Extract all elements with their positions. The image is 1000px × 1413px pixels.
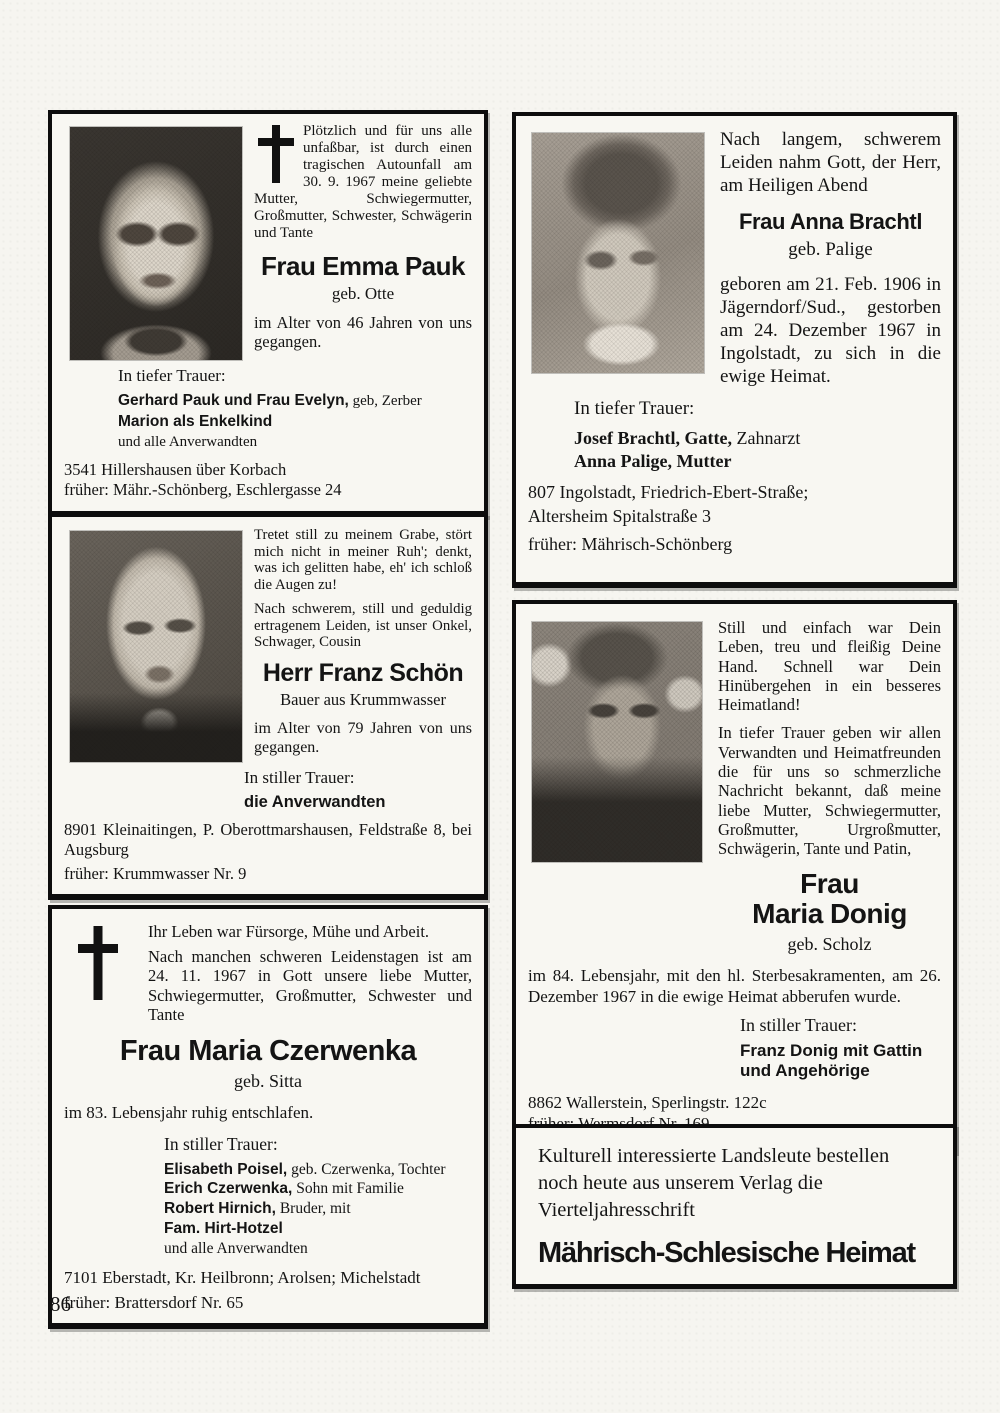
grief-label: In stiller Trauer: <box>244 768 355 787</box>
life-dates-text: geboren am 21. Feb. 1906 in Jägerndorf/Sud., gestorben am 24. Dezember 1967 in Ingolstadt, zu sich in die ewige Heimat. <box>720 274 941 387</box>
address-line: 7101 Eberstadt, Kr. Heilbronn; Arolsen; Michelstadt <box>64 1267 421 1287</box>
maiden-name: geb. Palige <box>788 239 873 261</box>
address-block <box>64 820 472 884</box>
portrait-photo-anna-brachtl <box>532 133 704 373</box>
mourner-line: und alle Anverwandten <box>118 434 258 450</box>
portrait-photo-maria-donig <box>532 622 702 862</box>
address-line: 8901 Kleinaitingen, P. Oberottmarshausen, Feldstraße 8, bei Augsburg <box>64 820 472 860</box>
obituary-intro-text: Nach manchen schweren Leidenstagen ist am 24. 11. 1967 in Gott unsere liebe Mutter, Schwiegermutter, Großmutter, Schwester und Tante <box>148 946 472 1025</box>
obituary-intro-text: Nach schwerem, still und geduldig ertragenem Leiden, ist unser Onkel, Schwager, Cousin <box>254 601 472 651</box>
deceased-name: Frau Anna Brachtl <box>738 209 923 235</box>
page-number: 86 <box>50 1292 71 1316</box>
cross-icon <box>258 125 294 183</box>
mourners-block <box>740 1015 941 1082</box>
address-block <box>64 1268 472 1314</box>
deceased-subtitle: Bauer aus Krummwasser <box>280 689 446 709</box>
obituary-intro-text: Nach langem, schwerem Leiden nahm Gott, der Herr, am Heiligen Abend <box>720 129 941 196</box>
mourner-line: und Angehörige <box>740 1061 870 1081</box>
mourners-block <box>574 398 941 472</box>
mourner-line: die Anverwandten <box>244 793 386 811</box>
mourner-line: Gerhard Pauk und Frau Evelyn, geb, Zerber <box>118 392 422 409</box>
closing-line: im 83. Lebensjahr ruhig entschlafen. <box>64 1102 314 1122</box>
ad-body-text: Kulturell interessierte Landsleute bestellen noch heute aus unserem Verlag die Vierteljahresschrift <box>538 1145 890 1222</box>
verse-block <box>64 922 472 1025</box>
maiden-name: geb. Scholz <box>787 934 872 955</box>
obituary-emma-pauk <box>48 110 488 517</box>
obituary-franz-schoen <box>48 513 488 900</box>
mourner-line: und alle Anverwandten <box>164 1239 308 1257</box>
intro-text: Plötzlich und für uns alle unfaßbar, ist durch einen tragischen Autounfall am 30. 9. 1967 meine geliebte Mutter, Schwiegermutter, Großmutter, Schwester, Schwägerin und Tante <box>254 123 472 241</box>
maiden-name: geb. Sitta <box>234 1070 302 1091</box>
mourner-line: Robert Hirnich, Bruder, mit <box>164 1200 351 1218</box>
former-address-line: früher: Mähr.-Schönberg, Eschlergasse 24 <box>64 480 342 500</box>
portrait-photo-emma-pauk <box>70 127 242 360</box>
obituary-anna-brachtl <box>512 112 957 588</box>
former-address-line: früher: Brattersdorf Nr. 65 <box>64 1293 244 1313</box>
mourners-block <box>118 366 472 453</box>
ad-magazine-title: Mährisch-Schlesische Heimat <box>538 1237 915 1270</box>
closing-line: im Alter von 79 Jahren von uns gegangen. <box>254 719 472 757</box>
mourner-line: Fam. Hirt-Hotzel <box>164 1219 283 1237</box>
portrait-photo-franz-schoen <box>70 531 242 762</box>
deceased-name: Frau Emma Pauk <box>261 250 465 281</box>
memorial-verse: Tretet still zu meinem Grabe, stört mich nicht in meiner Ruh'; denkt, was ich gelitten habe, eh' ich schloß die Augen zu! <box>254 527 472 593</box>
obituary-maria-czerwenka <box>48 905 488 1329</box>
mourner-line: Erich Czerwenka, Sohn mit Familie <box>164 1180 404 1198</box>
maiden-name: geb. Otte <box>331 283 395 303</box>
cross-icon <box>78 926 118 1000</box>
obituary-maria-donig <box>512 600 957 1153</box>
closing-line: im 84. Lebensjahr, mit den hl. Sterbesakramenten, am 26. Dezember 1967 in die ewige Heimat abberufen wurde. <box>528 966 941 1007</box>
deceased-name: Frau Maria Czerwenka <box>119 1034 417 1067</box>
deceased-name: Herr Franz Schön <box>262 658 464 687</box>
mourner-line: Marion als Enkelkind <box>118 412 273 430</box>
obituary-intro-text: In tiefer Trauer geben wir allen Verwandten und Heimatfreunden die für uns so schmerzliche Nachricht bekannt, daß meine liebe Mutter, Schwiegermutter, Großmutter, Urgroßmutter, Schwägerin, Tante und Patin, <box>718 723 941 859</box>
memorial-verse: Ihr Leben war Fürsorge, Mühe und Arbeit. <box>148 922 430 941</box>
obituary-intro-text <box>254 123 472 242</box>
address-line: 807 Ingolstadt, Friedrich-Ebert-Straße; <box>528 482 809 503</box>
closing-line: im Alter von 46 Jahren von uns gegangen. <box>254 312 472 352</box>
address-block <box>64 460 472 501</box>
address-line: 8862 Wallerstein, Sperlingstr. 122c <box>528 1093 767 1113</box>
grief-label: In stiller Trauer: <box>740 1014 857 1035</box>
memorial-verse: Still und einfach war Dein Leben, treu und fleißig Deine Hand. Schnell war Dein Hinübergehen in ein besseres Heimatland! <box>718 618 941 715</box>
mourner-line: Franz Donig mit Gattin <box>740 1040 923 1060</box>
mourner-line: Josef Brachtl, Gatte, Zahnarzt <box>574 428 801 449</box>
mourners-block <box>244 768 472 812</box>
mourner-line: Anna Palige, Mutter <box>574 450 732 471</box>
deceased-name: Frau Maria Donig <box>752 867 907 930</box>
publisher-ad-box <box>512 1124 957 1289</box>
address-line: Altersheim Spitalstraße 3 <box>528 505 711 526</box>
mourner-line: Elisabeth Poisel, geb. Czerwenka, Tochter <box>164 1160 446 1178</box>
grief-label: In tiefer Trauer: <box>118 366 226 385</box>
address-line: 3541 Hillershausen über Korbach <box>64 459 287 479</box>
former-address-line: früher: Krummwasser Nr. 9 <box>64 864 247 884</box>
former-address-line: früher: Mährisch-Schönberg <box>528 534 733 555</box>
mourners-block <box>164 1134 472 1259</box>
grief-label: In stiller Trauer: <box>164 1133 278 1154</box>
grief-label: In tiefer Trauer: <box>574 398 695 420</box>
address-block <box>528 481 941 556</box>
